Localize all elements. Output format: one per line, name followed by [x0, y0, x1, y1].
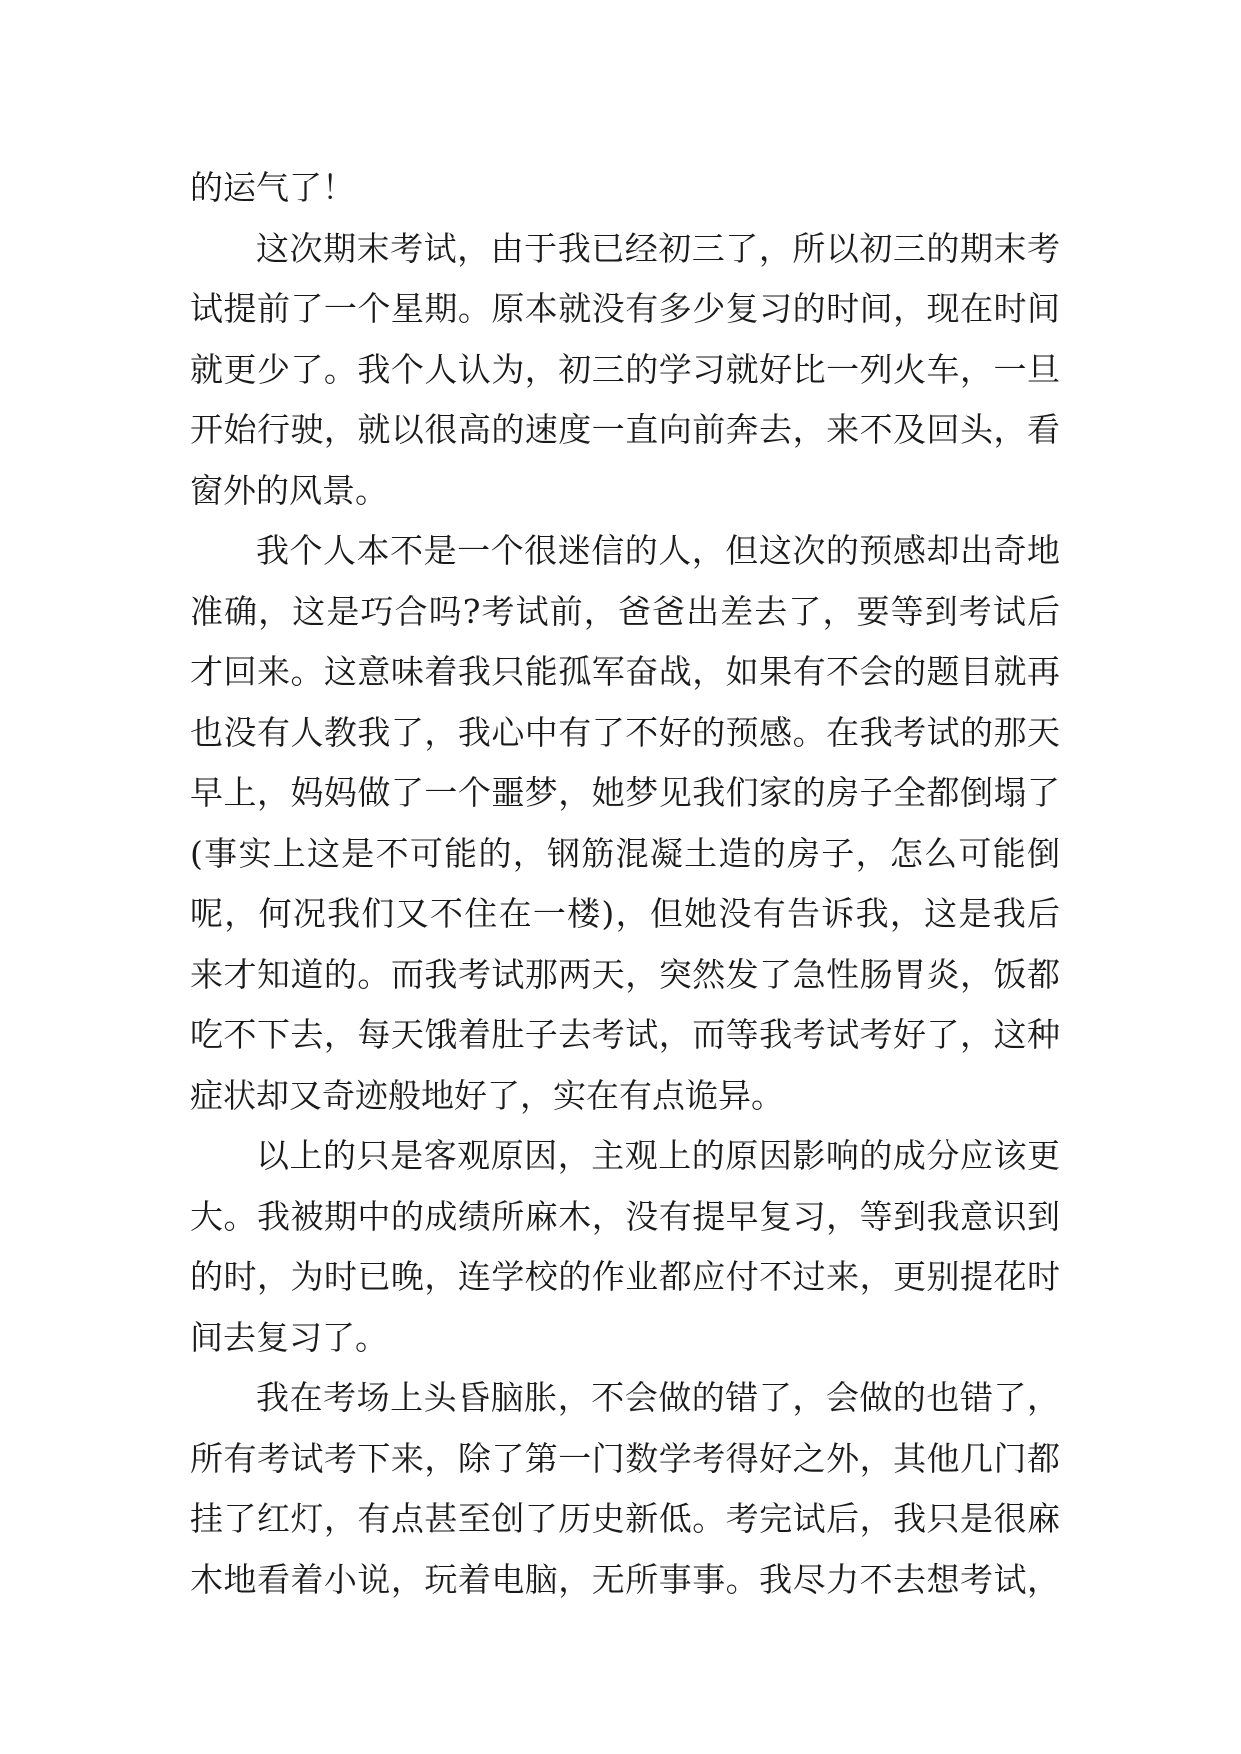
text-line: 呢，何况我们又不住在一楼)，但她没有告诉我，这是我后: [190, 894, 1060, 933]
text-line: 这次期末考试，由于我已经初三了，所以初三的期末考: [256, 228, 1060, 268]
text-line: 所有考试考下来，除了第一门数学考得好之外，其他几门都: [190, 1438, 1060, 1478]
paragraph: [190, 1126, 1060, 1368]
paragraph: [190, 158, 1060, 219]
text-line: 我在考场上头昏脑胀，不会做的错了，会做的也错了，: [256, 1378, 1060, 1417]
text-line: 的运气了！: [190, 168, 355, 207]
text-line: (事实上这是不可能的，钢筋混凝土造的房子，怎么可能倒: [190, 833, 1060, 873]
text-line: 也没有人教我了，我心中有了不好的预感。在我考试的那天: [190, 712, 1060, 752]
text-line: 就更少了。我个人认为，初三的学习就好比一列火车，一旦: [190, 349, 1060, 389]
paragraph: [190, 521, 1060, 1126]
paragraph: [190, 1368, 1060, 1610]
text-line: 以上的只是客观原因，主观上的原因影响的成分应该更: [256, 1136, 1060, 1175]
text-line: 才回来。这意味着我只能孤军奋战，如果有不会的题目就再: [190, 652, 1060, 691]
text-line: 症状却又奇迹般地好了，实在有点诡异。: [190, 1075, 784, 1115]
text-line: 开始行驶，就以很高的速度一直向前奔去，来不及回头，看: [190, 410, 1060, 449]
text-line: 来才知道的。而我考试那两天，突然发了急性肠胃炎，饭都: [190, 954, 1060, 994]
text-line: 挂了红灯，有点甚至创了历史新低。考完试后，我只是很麻: [190, 1499, 1060, 1538]
text-line: 木地看着小说，玩着电脑，无所事事。我尽力不去想考试，: [190, 1559, 1060, 1599]
text-line: 吃不下去，每天饿着肚子去考试，而等我考试考好了，这种: [190, 1015, 1060, 1054]
text-line: 窗外的风景。: [190, 470, 388, 510]
text-line: 早上，妈妈做了一个噩梦，她梦见我们家的房子全都倒塌了: [190, 773, 1060, 812]
text-line: 准确，这是巧合吗?考试前，爸爸出差去了，要等到考试后: [190, 591, 1060, 631]
text-line: 我个人本不是一个很迷信的人，但这次的预感却出奇地: [256, 531, 1060, 570]
text-line: 试提前了一个星期。原本就没有多少复习的时间，现在时间: [190, 289, 1060, 328]
body-text: [190, 158, 1060, 1610]
text-line: 间去复习了。: [190, 1317, 388, 1357]
text-line: 大。我被期中的成绩所麻木，没有提早复习，等到我意识到: [190, 1196, 1060, 1236]
text-line: 的时，为时已晚，连学校的作业都应付不过来，更别提花时: [190, 1257, 1060, 1296]
paragraph: [190, 219, 1060, 522]
